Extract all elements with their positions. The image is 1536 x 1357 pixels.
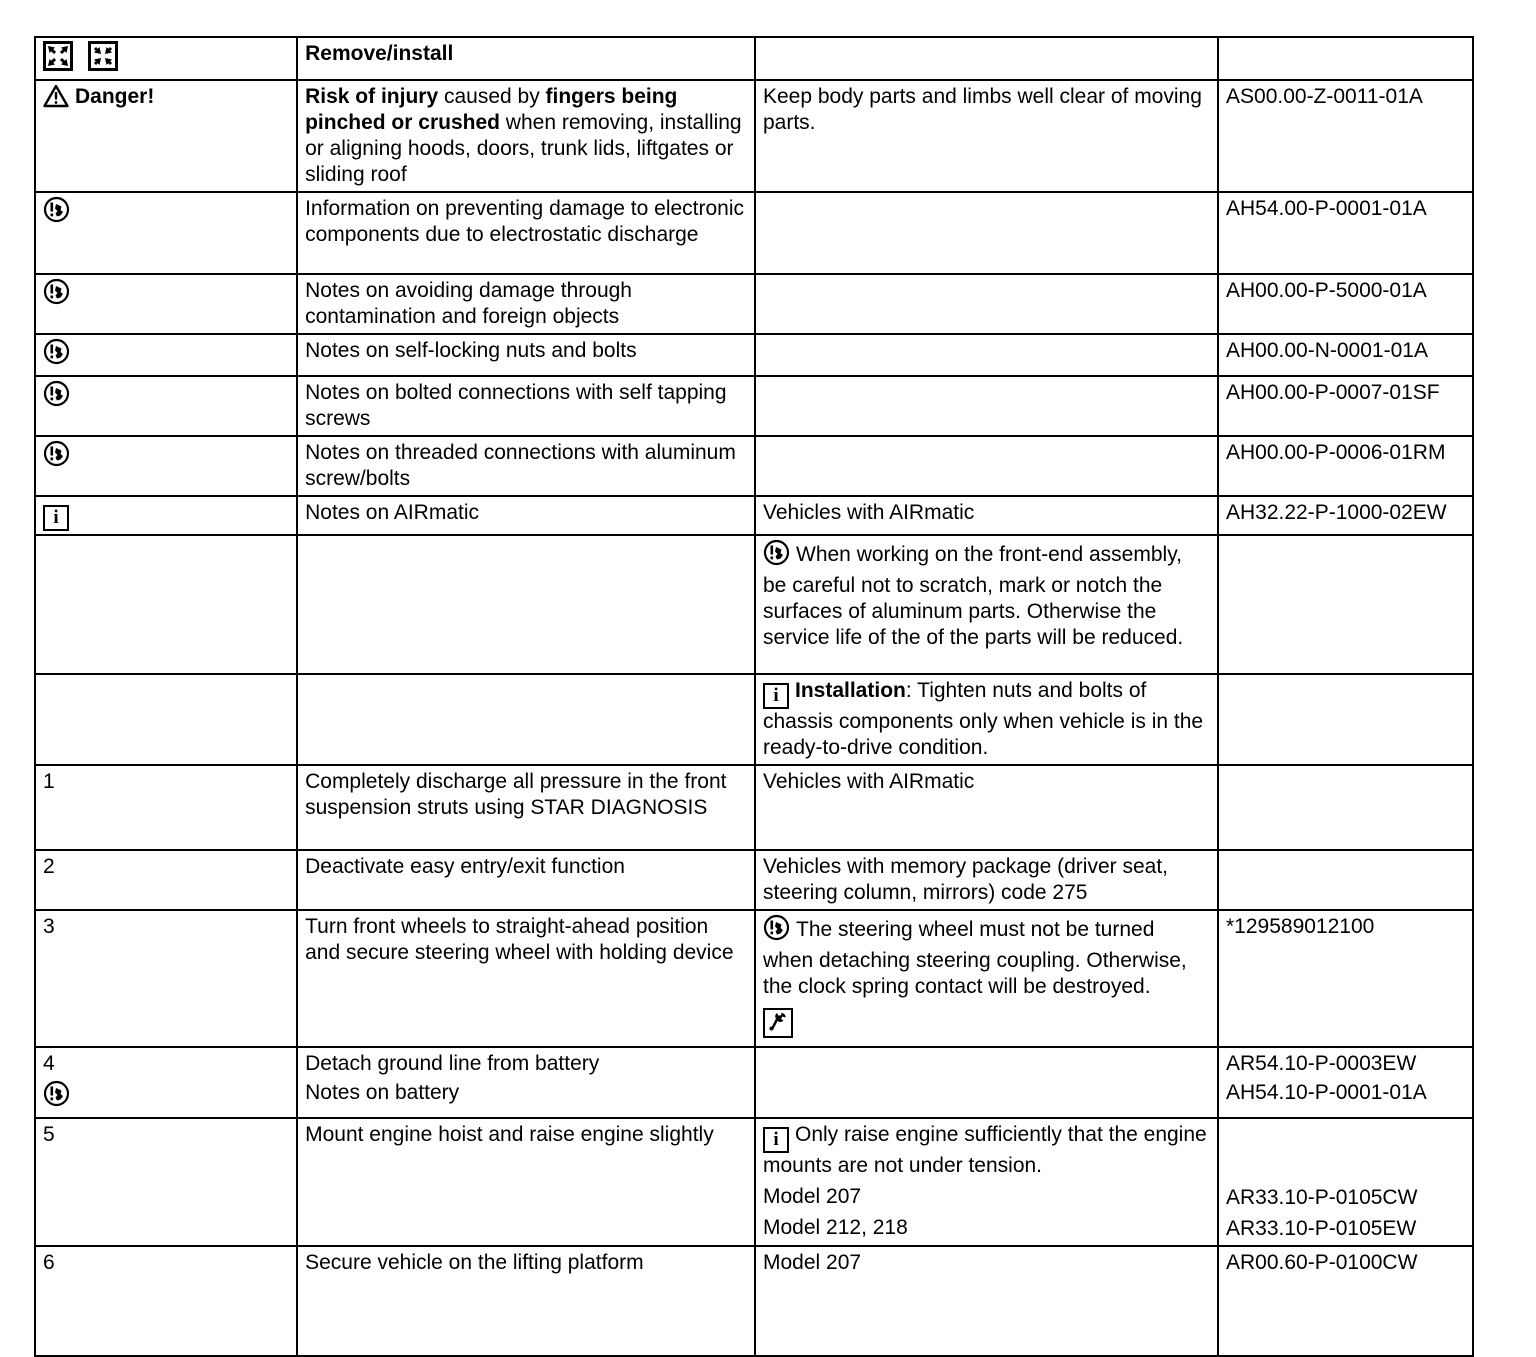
note-icon-cell — [35, 192, 297, 274]
note-attention-icon — [43, 440, 70, 474]
document-code: AR33.10-P-0105CW — [1226, 1186, 1418, 1209]
collapse-icon[interactable] — [88, 41, 118, 71]
installation-note — [755, 674, 1218, 765]
step-action: Detach ground line from battery — [305, 1052, 600, 1075]
empty-cell — [1218, 535, 1473, 674]
info-icon: i — [763, 683, 789, 709]
remove-install-table — [34, 36, 1474, 1357]
table-row-airmatic — [35, 496, 1473, 535]
danger-condition: Keep body parts and limbs well clear of moving parts. — [755, 80, 1218, 192]
step-number: 2 — [35, 850, 297, 910]
info-icon-cell — [35, 496, 297, 535]
info-icon: i — [43, 505, 69, 531]
step-number: 5 — [35, 1118, 297, 1246]
note-attention-icon — [43, 1080, 70, 1114]
header-icons-cell — [35, 37, 297, 80]
document-code: AH54.00-P-0001-01A — [1218, 192, 1473, 274]
table-row-step — [35, 1047, 1473, 1118]
document-code-cell — [1218, 1047, 1473, 1118]
note-text: Information on preventing damage to electronic components due to electrostatic discharge — [297, 192, 755, 274]
info-icon: i — [763, 1127, 789, 1153]
empty-cell — [755, 1047, 1218, 1118]
document-code: AR33.10-P-0105EW — [1226, 1217, 1417, 1240]
note-icon-cell — [35, 376, 297, 436]
empty-cell — [755, 334, 1218, 376]
note-text: Notes on self-locking nuts and bolts — [297, 334, 755, 376]
note-attention-icon — [43, 380, 70, 414]
empty-cell — [755, 436, 1218, 496]
step-number: 1 — [35, 765, 297, 850]
step-condition: Model 207 — [755, 1246, 1218, 1356]
table-row-note — [35, 192, 1473, 274]
danger-desc-text: when removing, installing or aligning hoods, doors, trunk lids, liftgates or sliding roof — [305, 111, 742, 186]
frontend-note — [755, 535, 1218, 674]
table-row-frontend-note — [35, 535, 1473, 674]
danger-desc-bold: fingers being pinched or crushed — [305, 85, 678, 134]
document-code: AH32.22-P-1000-02EW — [1218, 496, 1473, 535]
empty-cell — [755, 37, 1218, 80]
step-number: 3 — [35, 910, 297, 1047]
table-row-note — [35, 274, 1473, 334]
model-variant: Model 207 — [763, 1185, 862, 1208]
document-code: AH00.00-N-0001-01A — [1218, 334, 1473, 376]
step-number-cell — [35, 1047, 297, 1118]
note-attention-icon — [763, 539, 790, 573]
empty-cell — [35, 674, 297, 765]
step-action: Notes on battery — [305, 1081, 460, 1104]
empty-cell — [755, 192, 1218, 274]
step-action: Secure vehicle on the lifting platform — [297, 1246, 755, 1356]
table-row-note — [35, 334, 1473, 376]
note-icon-cell — [35, 274, 297, 334]
note-icon-cell — [35, 334, 297, 376]
danger-desc-text: caused by — [438, 85, 546, 108]
empty-cell — [755, 376, 1218, 436]
expand-icon[interactable] — [43, 41, 73, 71]
table-row-note — [35, 376, 1473, 436]
table-title: Remove/install — [297, 37, 755, 80]
table-row-step — [35, 765, 1473, 850]
empty-cell — [1218, 850, 1473, 910]
step-action: Mount engine hoist and raise engine slightly — [297, 1118, 755, 1246]
document-code: AS00.00-Z-0011-01A — [1218, 80, 1473, 192]
table-row-step — [35, 910, 1473, 1047]
note-text: Notes on bolted connections with self tapping screws — [297, 376, 755, 436]
empty-cell — [755, 274, 1218, 334]
table-row — [35, 37, 1473, 80]
empty-cell — [1218, 37, 1473, 80]
note-icon-cell — [35, 436, 297, 496]
note-text: Notes on threaded connections with aluminum screw/bolts — [297, 436, 755, 496]
empty-cell — [297, 535, 755, 674]
danger-description — [297, 80, 755, 192]
airmatic-condition: Vehicles with AIRmatic — [755, 496, 1218, 535]
empty-cell — [1218, 674, 1473, 765]
empty-cell — [1218, 765, 1473, 850]
table-row-step — [35, 1246, 1473, 1356]
empty-cell — [35, 535, 297, 674]
table-row-danger — [35, 80, 1473, 192]
step-condition: Vehicles with AIRmatic — [755, 765, 1218, 850]
step-note — [755, 910, 1218, 1047]
step-number: 4 — [43, 1052, 55, 1075]
danger-label: Danger! — [75, 85, 155, 108]
note-attention-icon — [43, 338, 70, 372]
note-attention-icon — [43, 278, 70, 312]
table-row-note — [35, 436, 1473, 496]
special-tool-icon — [763, 1008, 793, 1038]
airmatic-text: Notes on AIRmatic — [297, 496, 755, 535]
step-condition: Vehicles with memory package (driver seat, steering column, mirrors) code 275 — [755, 850, 1218, 910]
document-code: AH54.10-P-0001-01A — [1226, 1081, 1427, 1104]
step-action: Turn front wheels to straight-ahead position and secure steering wheel with holding device — [297, 910, 755, 1047]
danger-desc-bold: Risk of injury — [305, 85, 439, 108]
document-code: AR00.60-P-0100CW — [1218, 1246, 1473, 1356]
table-row-step — [35, 850, 1473, 910]
document-code: AH00.00-P-0007-01SF — [1218, 376, 1473, 436]
table-row-step — [35, 1118, 1473, 1246]
document-code-cell — [1218, 1118, 1473, 1246]
empty-cell — [297, 674, 755, 765]
danger-cell — [35, 80, 297, 192]
step-action-cell — [297, 1047, 755, 1118]
note-attention-icon — [43, 196, 70, 230]
model-variant: Model 212, 218 — [763, 1216, 908, 1239]
step-action: Deactivate easy entry/exit function — [297, 850, 755, 910]
frontend-note-text: When working on the front-end assembly, be careful not to scratch, mark or notch the surfaces of aluminum parts. Otherwise the service life of the of the parts will be reduced. — [763, 543, 1184, 649]
step-action: Completely discharge all pressure in the front suspension struts using STAR DIAGNOSIS — [297, 765, 755, 850]
document-code: AH00.00-P-0006-01RM — [1218, 436, 1473, 496]
note-text: Notes on avoiding damage through contamination and foreign objects — [297, 274, 755, 334]
step-note-text: Only raise engine sufficiently that the engine mounts are not under tension. — [763, 1123, 1207, 1177]
document-code: AR54.10-P-0003EW — [1226, 1052, 1417, 1075]
installation-note-bold: Installation — [795, 679, 906, 702]
note-attention-icon — [763, 914, 790, 948]
table-row-installation-note — [35, 674, 1473, 765]
spacer — [1226, 1122, 1465, 1180]
document-code: AH00.00-P-5000-01A — [1218, 274, 1473, 334]
part-number: *129589012100 — [1218, 910, 1473, 1047]
step-number: 6 — [35, 1246, 297, 1356]
installation-note-text: : Tighten nuts and bolts of chassis components only when vehicle is in the ready-to-drive condition. — [763, 679, 1204, 759]
step-note-cell — [755, 1118, 1218, 1246]
warning-triangle-icon — [43, 84, 69, 115]
step-note-text: The steering wheel must not be turned when detaching steering coupling. Otherwise, the clock spring contact will be destroyed. — [763, 918, 1187, 998]
